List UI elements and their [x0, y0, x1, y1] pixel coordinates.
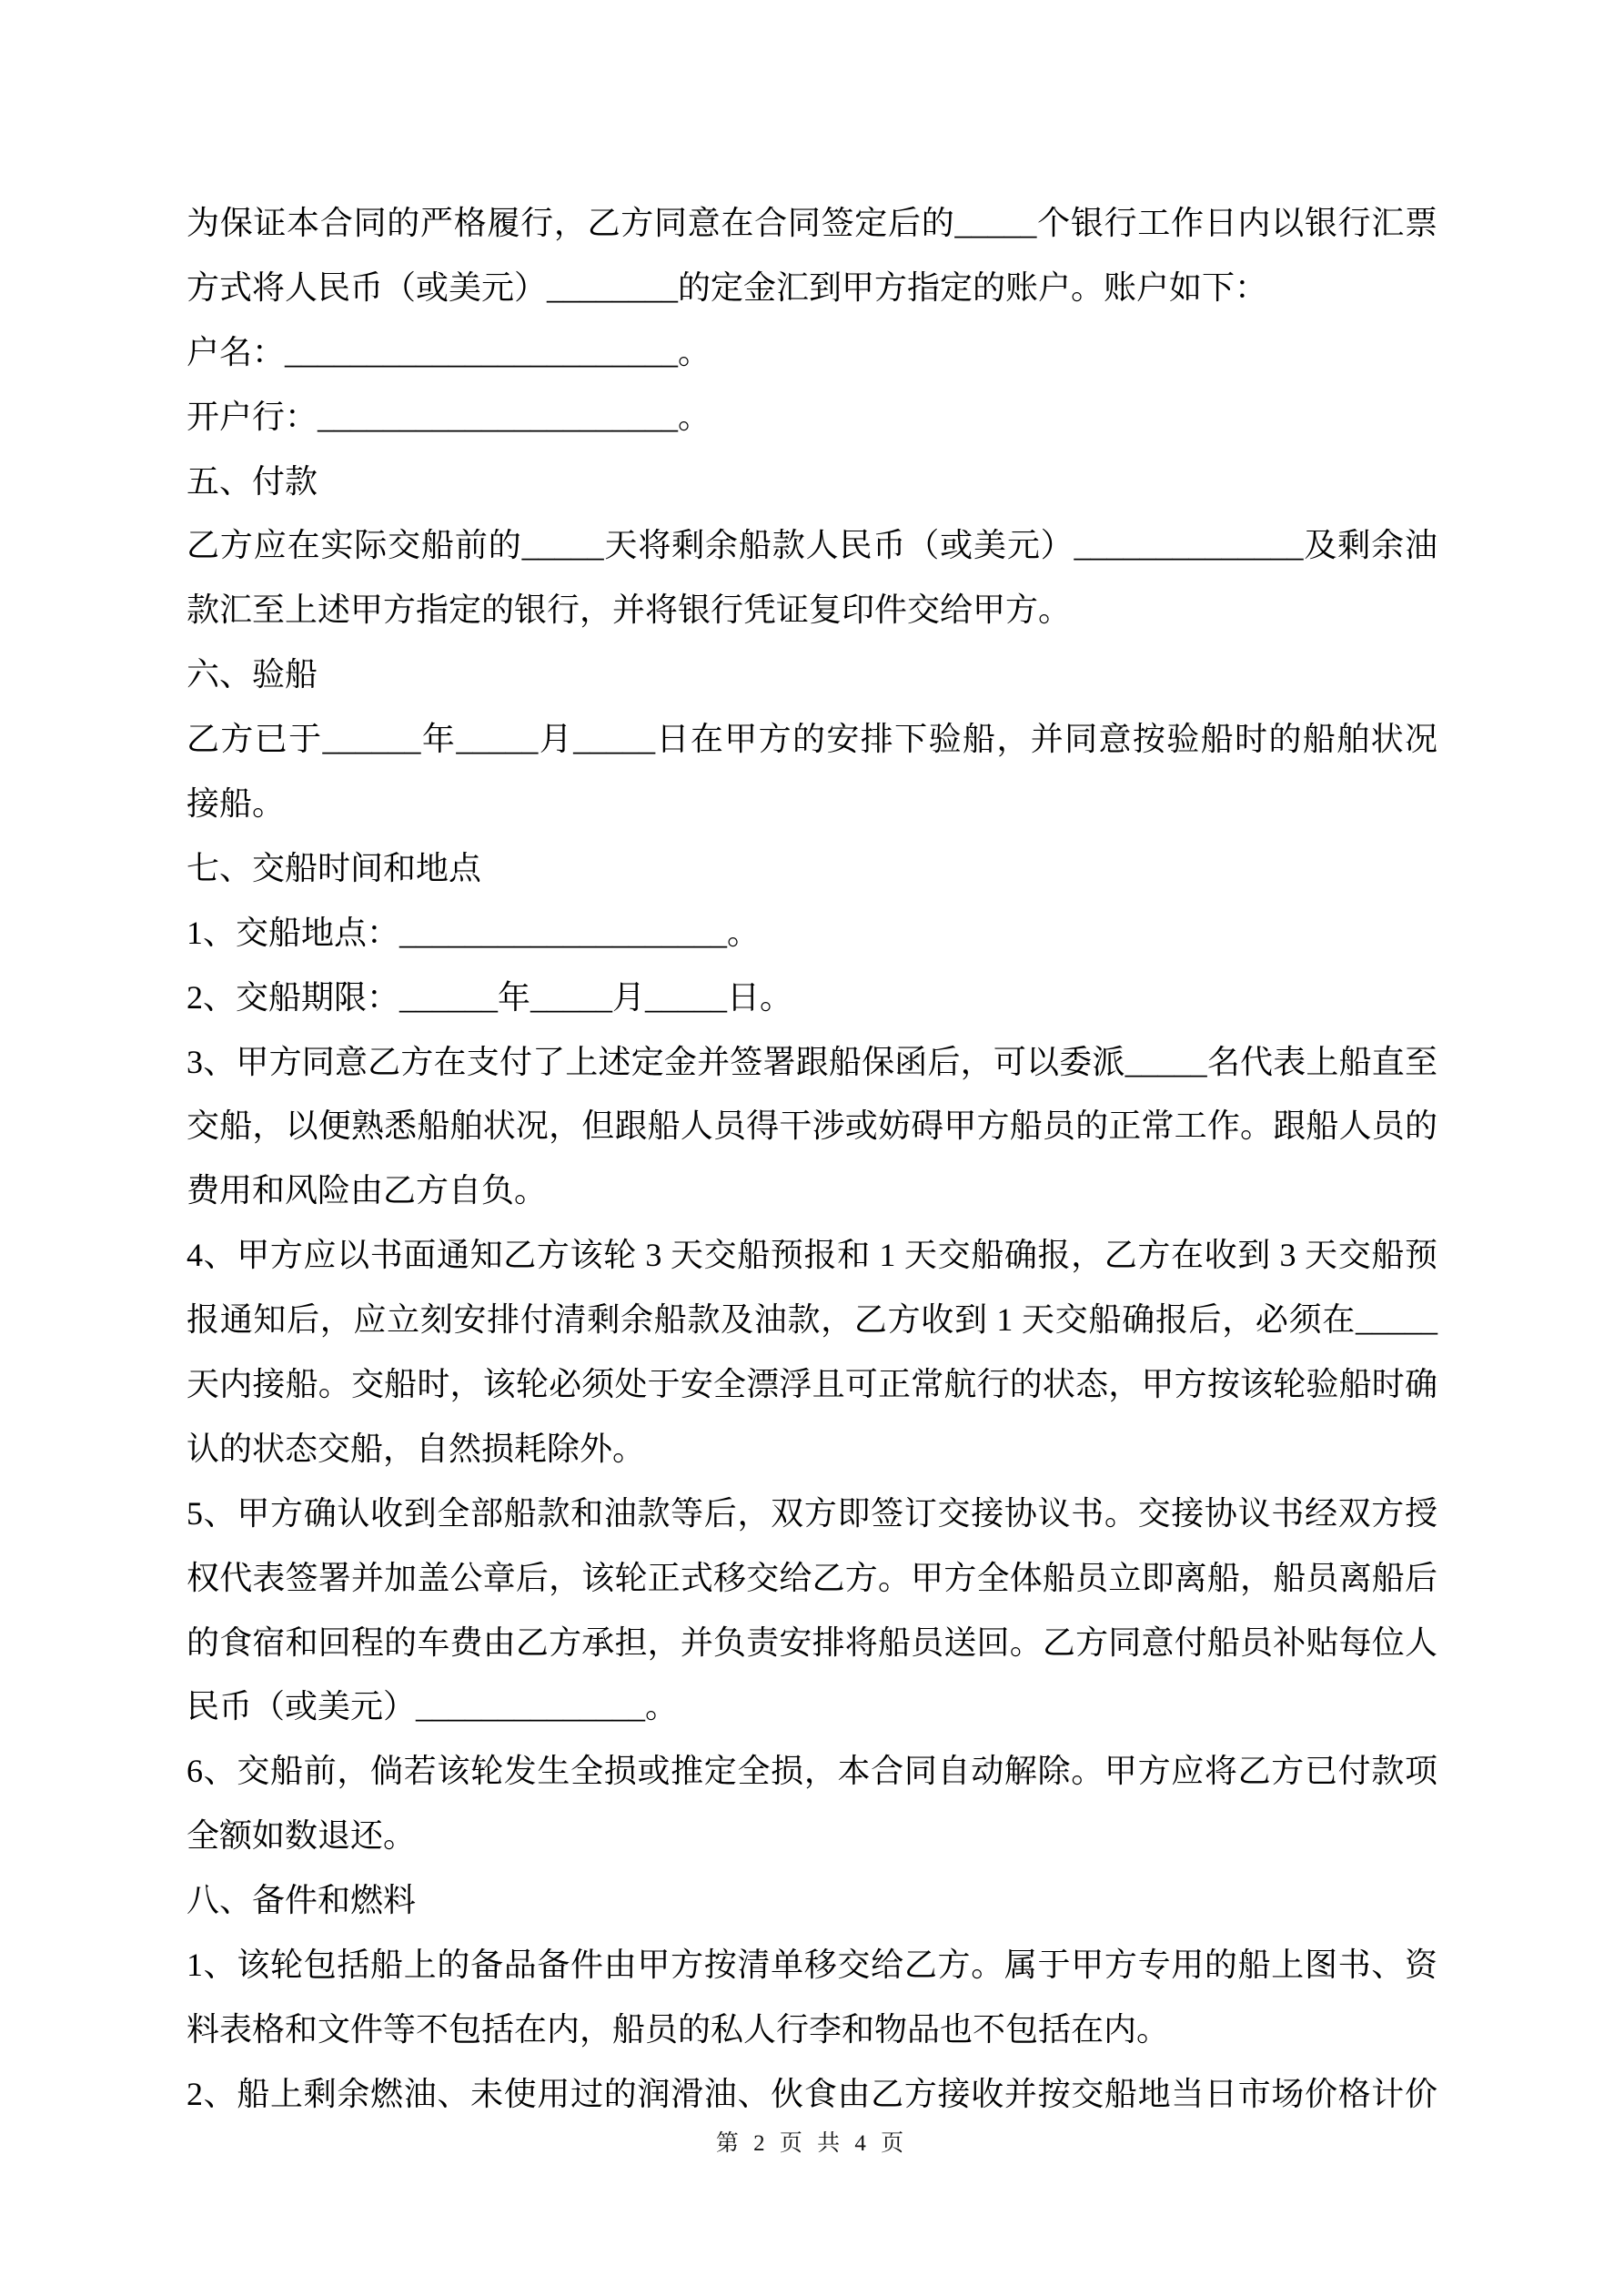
contract-body: [187, 191, 1437, 2127]
contract-line: 七、交船时间和地点: [187, 849, 482, 886]
contract-line: 2、船上剩余燃油、未使用过的润滑油、伙食由乙方接收并按交船地当日市场价格计价: [187, 2075, 1437, 2112]
contract-line: 权代表签署并加盖公章后，该轮正式移交给乙方。甲方全体船员立即离船，船员离船后: [187, 1559, 1437, 1596]
contract-line: 全额如数退还。: [187, 1817, 417, 1855]
contract-line: 的食宿和回程的车费由乙方承担，并负责安排将船员送回。乙方同意付船员补贴每位人: [187, 1623, 1437, 1661]
contract-line: 接船。: [187, 785, 286, 823]
contract-line: 6、交船前，倘若该轮发生全损或推定全损，本合同自动解除。甲方应将乙方已付款项: [187, 1753, 1437, 1790]
contract-line: 天内接船。交船时，该轮必须处于安全漂浮且可正常航行的状态，甲方按该轮验船时确: [187, 1366, 1437, 1403]
contract-line: 五、付款: [187, 462, 318, 500]
contract-line: 1、该轮包括船上的备品备件由甲方按清单移交给乙方。属于甲方专用的船上图书、资: [187, 1947, 1437, 1984]
contract-line: 1、交船地点：____________________。: [187, 914, 761, 951]
contract-line: 2、交船期限：______年_____月_____日。: [187, 978, 793, 1016]
contract-line: 开户行：______________________。: [187, 398, 711, 435]
contract-line: 为保证本合同的严格履行，乙方同意在合同签定后的_____个银行工作日内以银行汇票: [187, 205, 1437, 241]
contract-line: 料表格和文件等不包括在内，船员的私人行李和物品也不包括在内。: [187, 2010, 1170, 2048]
contract-line: 4、甲方应以书面通知乙方该轮 3 天交船预报和 1 天交船确报，乙方在收到 3 天交船预: [187, 1237, 1437, 1274]
contract-line: 六、验船: [187, 656, 318, 693]
contract-line: 5、甲方确认收到全部船款和油款等后，双方即签订交接协议书。交接协议书经双方授: [187, 1494, 1437, 1532]
contract-line: 八、备件和燃料: [187, 1882, 417, 1919]
page-footer: 第 2 页 共 4 页: [715, 2131, 909, 2156]
contract-line: 交船，以便熟悉船舶状况，但跟船人员得干涉或妨碍甲方船员的正常工作。跟船人员的: [187, 1108, 1437, 1145]
contract-line: 费用和风险由乙方自负。: [187, 1172, 548, 1209]
contract-line: 乙方应在实际交船前的_____天将剩余船款人民币（或美元）______________及剩余油: [187, 527, 1437, 564]
contract-line: 方式将人民币（或美元）________的定金汇到甲方指定的账户。账户如下：: [187, 268, 1268, 306]
contract-line: 3、甲方同意乙方在支付了上述定金并签署跟船保函后，可以委派_____名代表上船直至: [187, 1043, 1437, 1080]
contract-line: 户名：________________________。: [187, 333, 711, 370]
contract-line: 款汇至上述甲方指定的银行，并将银行凭证复印件交给甲方。: [187, 592, 1072, 629]
contract-line: 认的状态交船，自然损耗除外。: [187, 1430, 646, 1467]
contract-line: 民币（或美元）______________。: [187, 1688, 679, 1725]
contract-line: 乙方已于______年_____月_____日在甲方的安排下验船，并同意按验船时的船舶状况: [187, 721, 1437, 758]
contract-line: 报通知后，应立刻安排付清剩余船款及油款，乙方收到 1 天交船确报后，必须在_____: [187, 1301, 1437, 1339]
